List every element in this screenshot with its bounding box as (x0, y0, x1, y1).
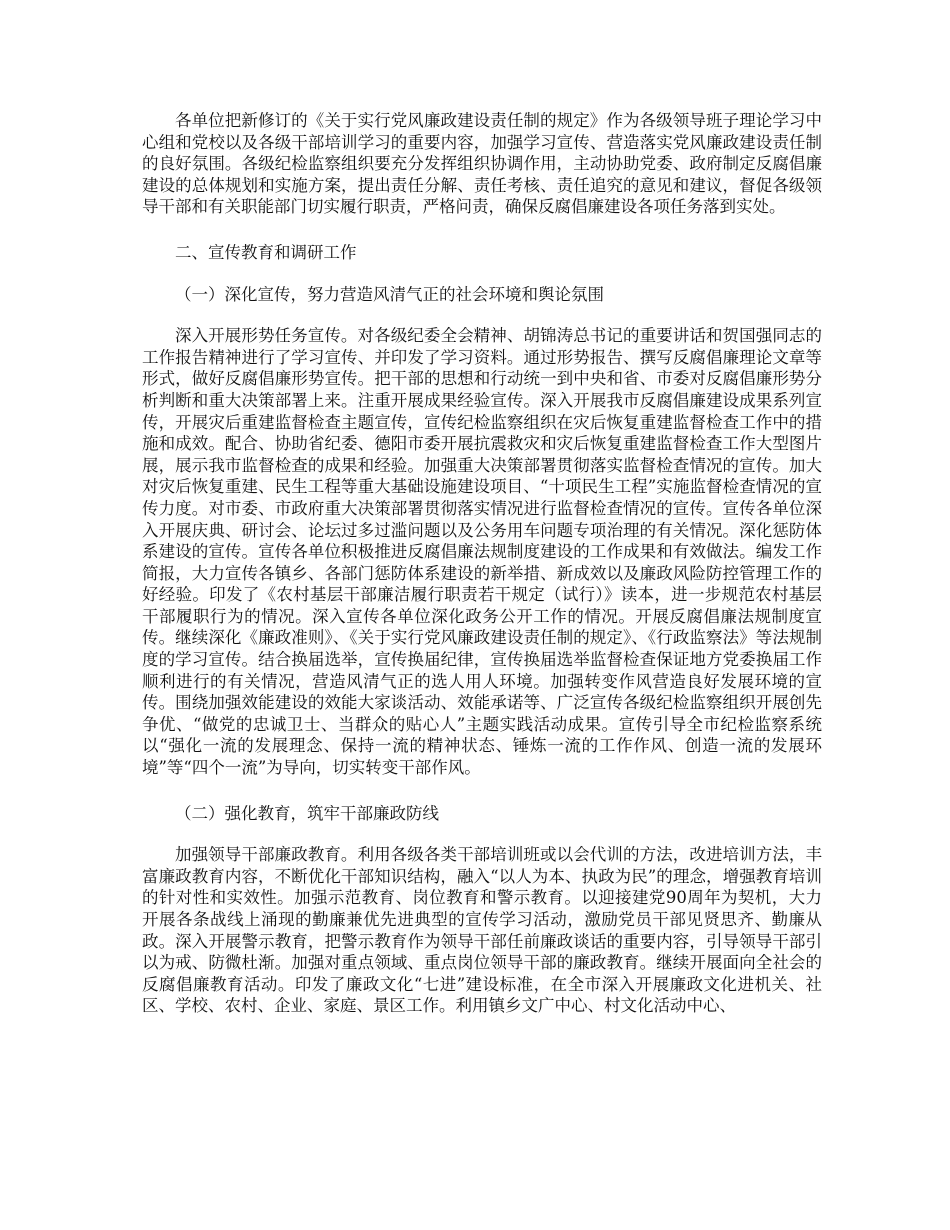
section-heading-publicity-education: 二、宣传教育和调研工作 (175, 242, 357, 262)
paragraph-publicity: 深入开展形势任务宣传。对各级纪委全会精神、胡锦涛总书记的重要讲话和贺国强同志的工作报告精神进行了学习宣传、并印发了学习资料。通过形势报告、撰写反腐倡廉理论文章等形式，做好反腐倡廉形势宣传。把干部的思想和行动统一到中央和省、市委对反腐倡廉形势分析判断和重大决策部署上来。注重开展成果经验宣传。深入开展我市反腐倡廉建设成果系列宣传，开展灾后重建监督检查主题宣传，宣传纪检监察组织在灾后恢复重建监督检查工作中的措施和成效。配合、协助省纪委、德阳市委开展抗震救灾和灾后恢复重建监督检查工作大型图片展，展示我市监督检查的成果和经验。加强重大决策部署贯彻落实监督检查情况的宣传。加大对灾后恢复重建、民生工程等重大基础设施建设项目、“十项民生工程”实施监督检查情况的宣传力度。对市委、市政府重大决策部署贯彻落实情况进行监督检查情况的宣传。宣传各单位深入开展庆典、研讨会、论坛过多过滥问题以及公务用车问题专项治理的有关情况。深化惩防体系建设的宣传。宣传各单位积极推进反腐倡廉法规制度建设的工作成果和有效做法。编发工作简报，大力宣传各镇乡、各部门惩防体系建设的新举措、新成效以及廉政风险防控管理工作的好经验。印发了《农村基层干部廉洁履行职责若干规定（试行）》读本，进一步规范农村基层干部履职行为的情况。深入宣传各单位深化政务公开工作的情况。开展反腐倡廉法规制度宣传。继续深化《廉政准则》、《关于实行党风廉政建设责任制的规定》、《行政监察法》等法规制度的学习宣传。结合换届选举，宣传换届纪律，宣传换届选举监督检查保证地方党委换届工作顺利进行的有关情况，营造风清气正的选人用人环境。加强转变作风营造良好发展环境的宣传。围绕加强效能建设的效能大家谈活动、效能承诺等、广泛宣传各级纪检监察组织开展创先争优、“做党的忠诚卫士、当群众的贴心人”主题实践活动成果。宣传引导全市纪检监察系统以“强化一流的发展理念、保持一流的精神状态、锤炼一流的工作作风、创造一流的发展环境”等“四个一流”为导向，切实转变干部作风。 (142, 326, 822, 778)
subsection-heading-education: （二）强化教育，筑牢干部廉政防线 (175, 803, 439, 823)
paragraph-education: 加强领导干部廉政教育。利用各级各类干部培训班或以会代训的方法，改进培训方法，丰富廉政教育内容，不断优化干部知识结构，融入“以人为本、执政为民”的理念，增强教育培训的针对性和实效性。加强示范教育、岗位教育和警示教育。以迎接建党90周年为契机，大力开展各条战线上涌现的勤廉兼优先进典型的宣传学习活动，激励党员干部见贤思齐、勤廉从政。深入开展警示教育，把警示教育作为领导干部任前廉政谈话的重要内容，引导领导干部引以为戒、防微杜渐。加强对重点领域、重点岗位领导干部的廉政教育。继续开展面向全社会的反腐倡廉教育活动。印发了廉政文化“七进”建设标准，在全市深入开展廉政文化进机关、社区、学校、农村、企业、家庭、景区工作。利用镇乡文广中心、村文化活动中心、 (142, 845, 822, 1016)
document-body (142, 110, 822, 1017)
paragraph-responsibility: 各单位把新修订的《关于实行党风廉政建设责任制的规定》作为各级领导班子理论学习中心组和党校以及各级干部培训学习的重要内容，加强学习宣传、营造落实党风廉政建设责任制的良好氛围。各级纪检监察组织要充分发挥组织协调作用，主动协助党委、政府制定反腐倡廉建设的总体规划和实施方案，提出责任分解、责任考核、责任追究的意见和建议，督促各级领导干部和有关职能部门切实履行职责，严格问责，确保反腐倡廉建设各项任务落到实处。 (142, 111, 822, 217)
subsection-heading-publicity: （一）深化宣传，努力营造风清气正的社会环境和舆论氛围 (175, 284, 604, 304)
